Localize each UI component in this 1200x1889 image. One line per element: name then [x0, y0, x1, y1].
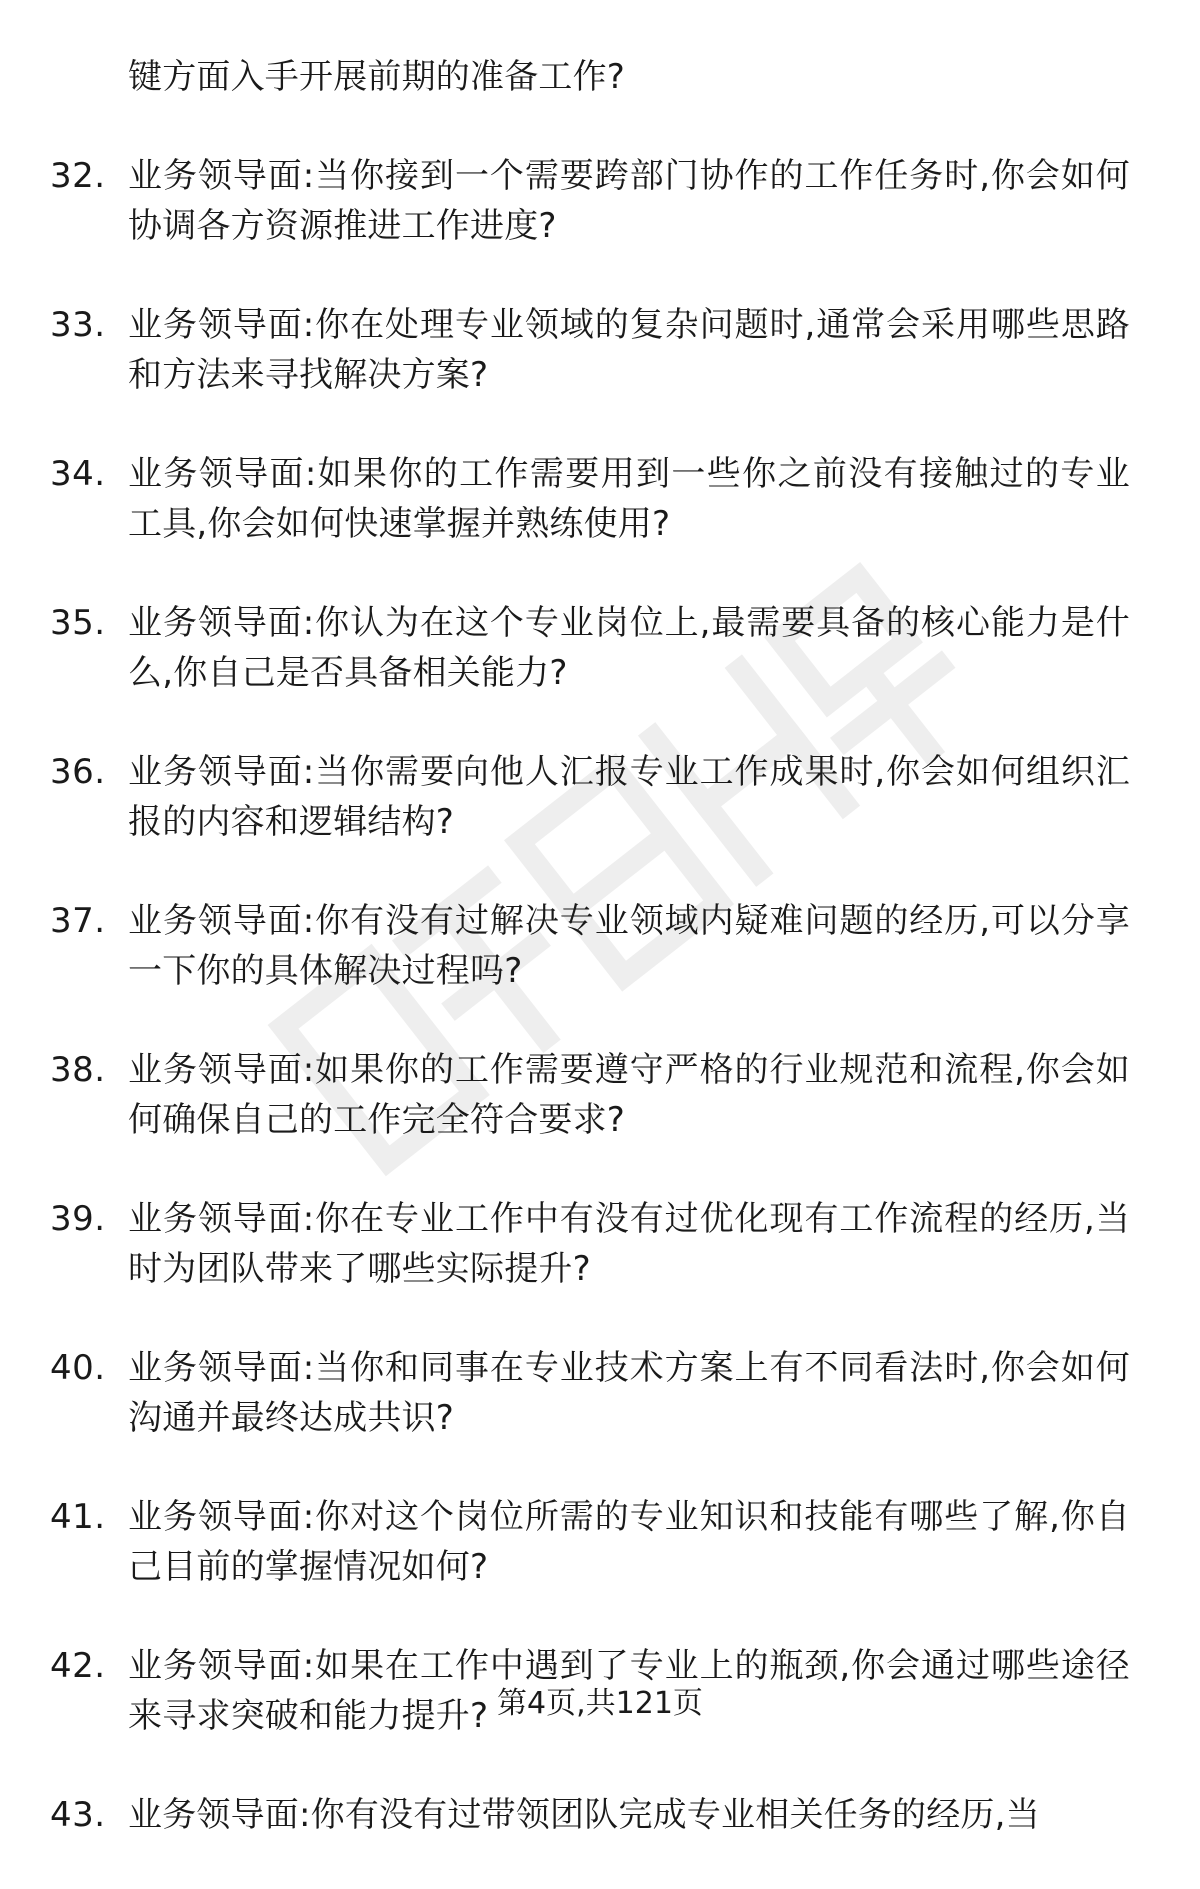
- question-text: 业务领导面:你在处理专业领域的复杂问题时,通常会采用哪些思路和方法来寻找解决方案?: [128, 305, 1130, 395]
- question-text: 业务领导面:你在专业工作中有没有过优化现有工作流程的经历,当时为团队带来了哪些实际提升?: [128, 1199, 1130, 1289]
- question-text: 业务领导面:如果你的工作需要遵守严格的行业规范和流程,你会如何确保自己的工作完全符合要求?: [128, 1050, 1130, 1140]
- question-text: 业务领导面:你对这个岗位所需的专业知识和技能有哪些了解,你自己目前的掌握情况如何?: [128, 1497, 1130, 1587]
- question-text: 业务领导面:当你需要向他人汇报专业工作成果时,你会如何组织汇报的内容和逻辑结构?: [128, 752, 1130, 842]
- question-number: 42.: [50, 1646, 106, 1686]
- question-text: 业务领导面:当你和同事在专业技术方案上有不同看法时,你会如何沟通并最终达成共识?: [128, 1348, 1130, 1438]
- question-text: 业务领导面:如果在工作中遇到了专业上的瓶颈,你会通过哪些途径来寻求突破和能力提升?: [128, 1646, 1130, 1736]
- question-list: [0, 52, 1200, 1889]
- question-text: 业务领导面:你有没有过解决专业领域内疑难问题的经历,可以分享一下你的具体解决过程吗?: [128, 901, 1130, 991]
- question-number: 40.: [50, 1348, 106, 1388]
- list-item-continuation: [50, 52, 1130, 102]
- list-item: [50, 151, 1130, 251]
- list-item: [50, 300, 1130, 400]
- question-number: 41.: [50, 1497, 106, 1537]
- list-item: [50, 1492, 1130, 1592]
- question-text: 业务领导面:当你接到一个需要跨部门协作的工作任务时,你会如何协调各方资源推进工作进度?: [128, 156, 1130, 246]
- question-number: 33.: [50, 305, 106, 345]
- list-item: [50, 449, 1130, 549]
- question-text: 键方面入手开展前期的准备工作?: [128, 57, 626, 97]
- question-number: 35.: [50, 603, 106, 643]
- question-number: 43.: [50, 1795, 106, 1835]
- list-item: [50, 747, 1130, 847]
- list-item: [50, 598, 1130, 698]
- question-number: 32.: [50, 156, 106, 196]
- list-item: [50, 896, 1130, 996]
- list-item: [50, 1790, 1130, 1840]
- question-number: 38.: [50, 1050, 106, 1090]
- question-text: 业务领导面:你认为在这个专业岗位上,最需要具备的核心能力是什么,你自己是否具备相关能力?: [128, 603, 1130, 693]
- question-text: 业务领导面:你有没有过带领团队完成专业相关任务的经历,当: [128, 1795, 1040, 1835]
- list-item: [50, 1194, 1130, 1294]
- question-number: 34.: [50, 454, 106, 494]
- question-text: 业务领导面:如果你的工作需要用到一些你之前没有接触过的专业工具,你会如何快速掌握并熟练使用?: [128, 454, 1130, 544]
- list-item: [50, 1045, 1130, 1145]
- page-footer: 第4页,共121页: [497, 1686, 703, 1721]
- list-item: [50, 1343, 1130, 1443]
- question-number: 36.: [50, 752, 106, 792]
- question-number: 37.: [50, 901, 106, 941]
- question-number: 39.: [50, 1199, 106, 1239]
